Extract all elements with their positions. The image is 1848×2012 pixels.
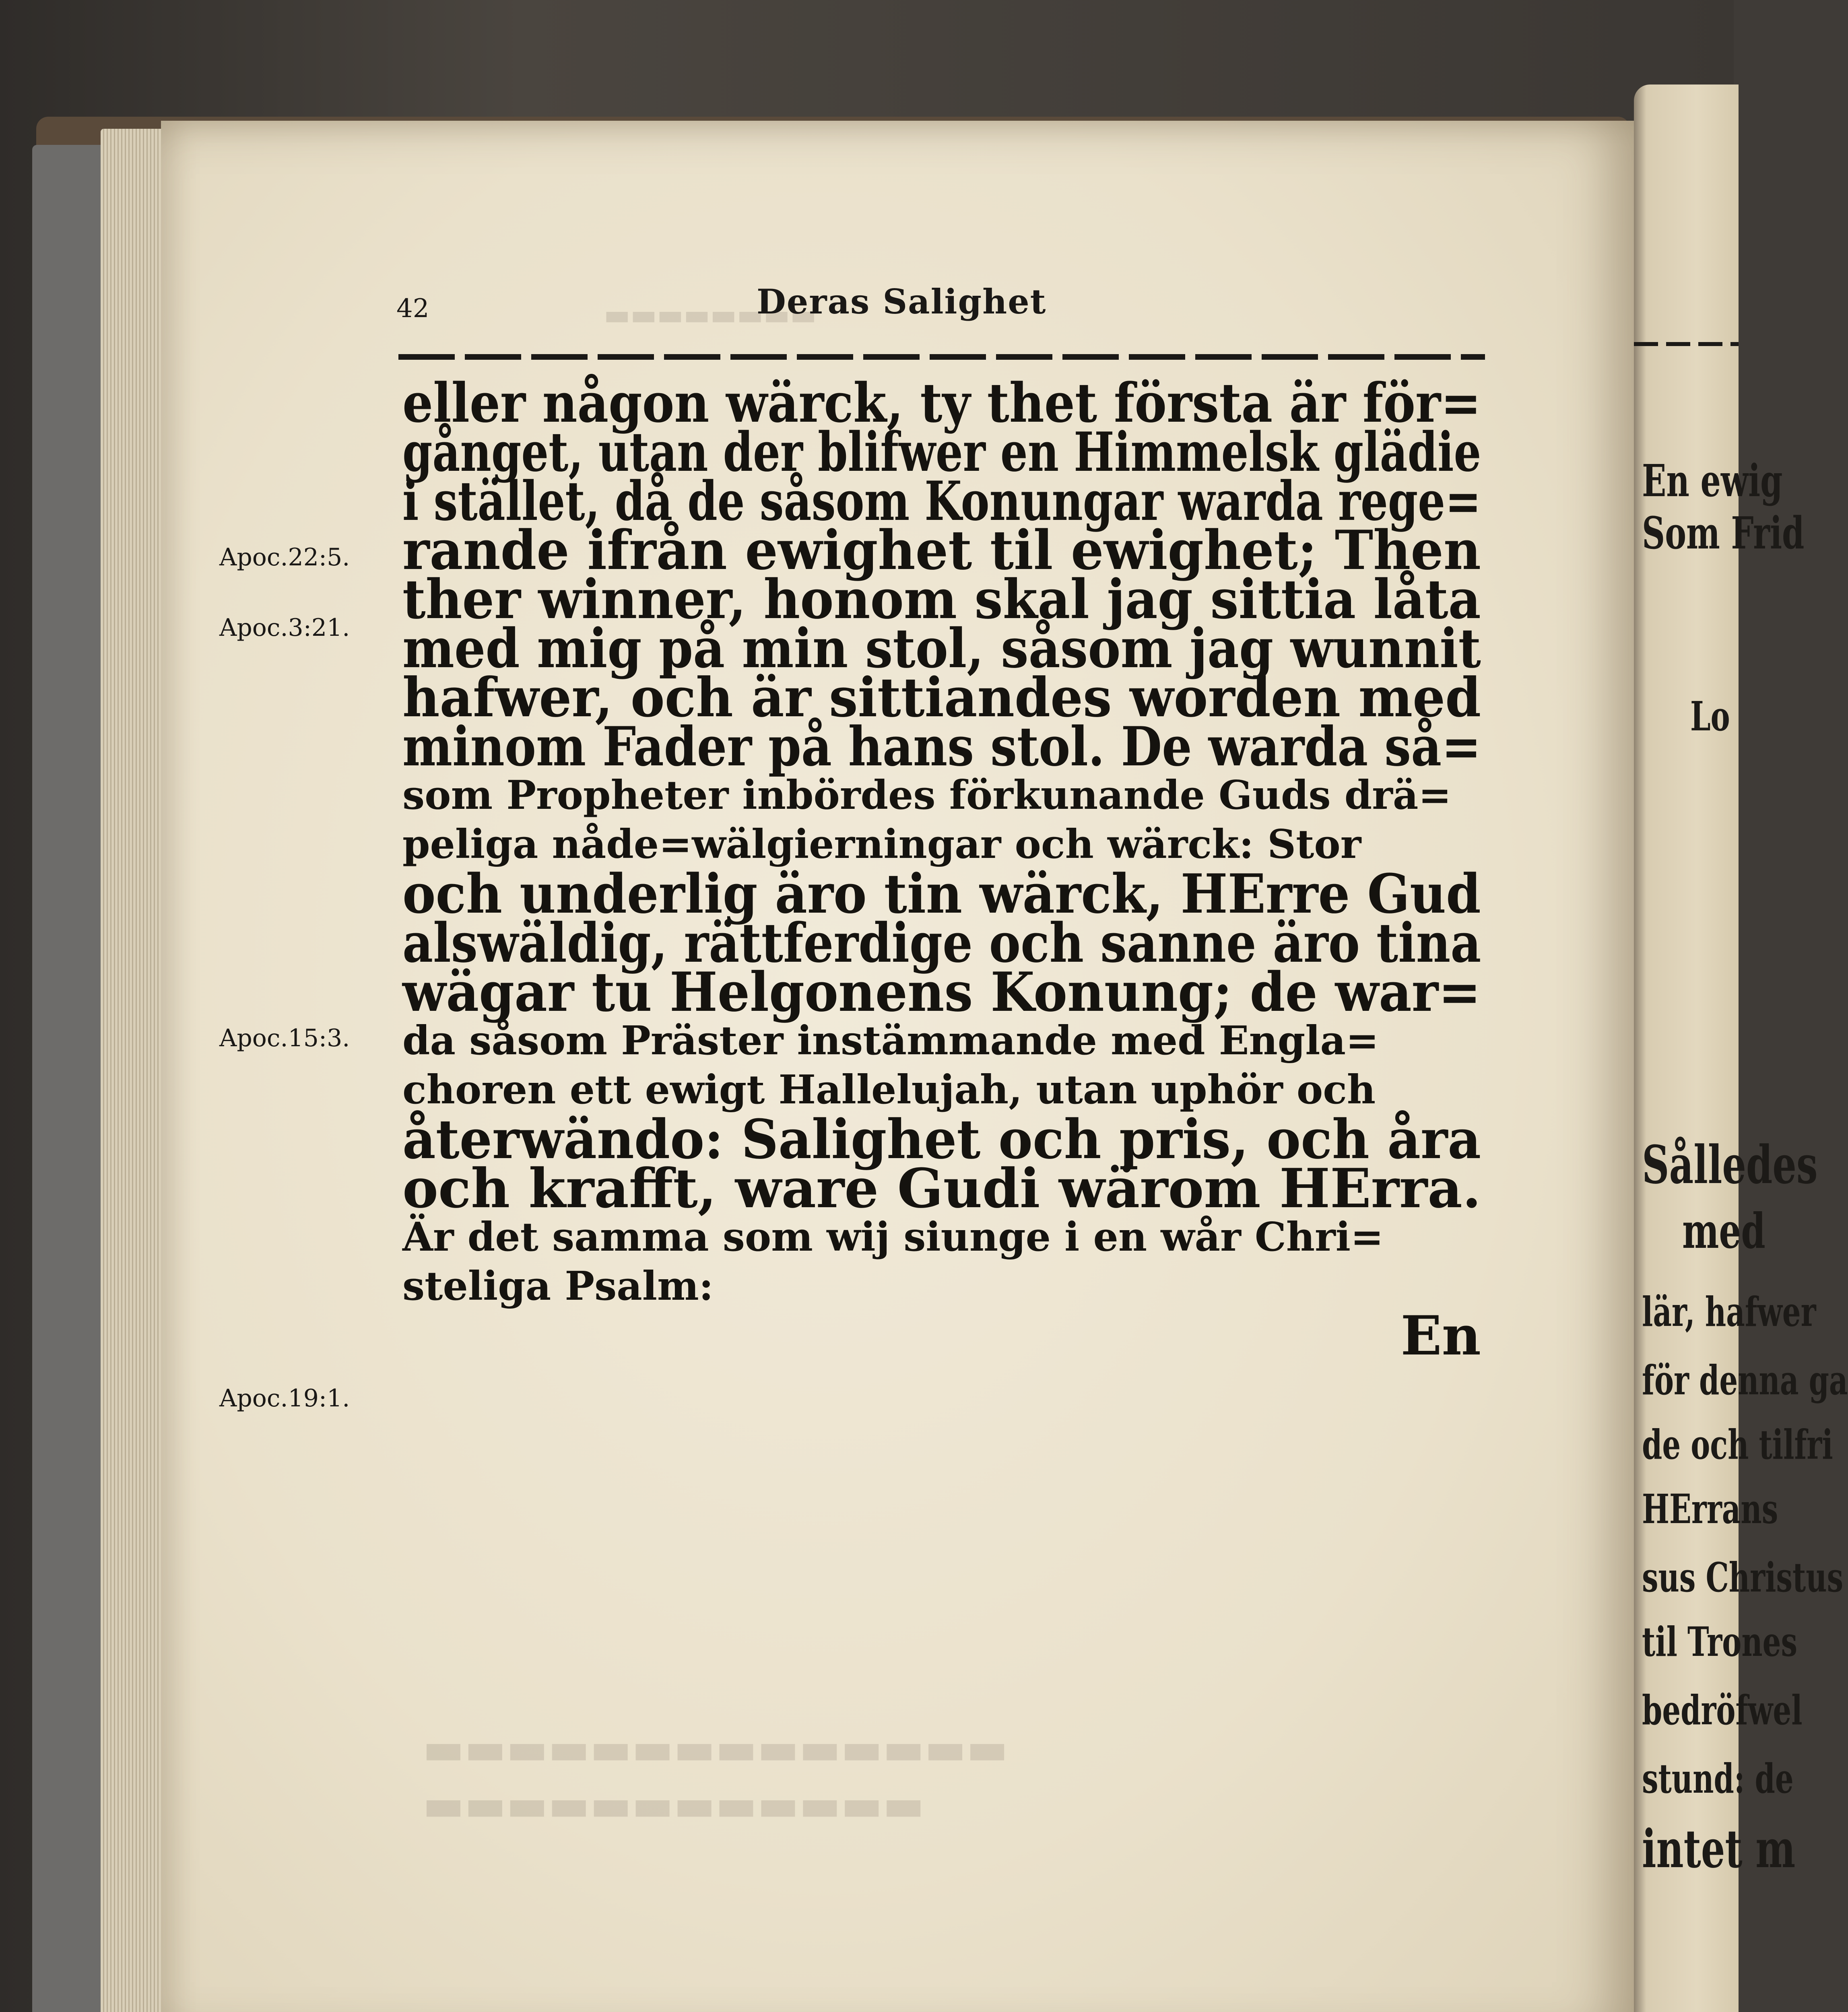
text-line: Är det samma som wij siunge i en wår Chri= [402, 1214, 1384, 1260]
text-line: hafwer, och är sittiandes worden med [402, 666, 1481, 729]
margin-note: Apoc.3:21. [219, 614, 350, 642]
facing-text-fragment: Sålledes [1642, 1134, 1818, 1196]
text-line: steliga Psalm: [402, 1263, 714, 1309]
show-through-text: ▬▬▬▬▬▬▬▬ [604, 298, 817, 331]
text-line: eller någon wärck, ty thet första är för= [402, 371, 1481, 435]
facing-text-fragment: HErrans [1642, 1485, 1778, 1533]
text-line: peliga nåde=wälgierningar och wärck: Stor [402, 821, 1361, 868]
facing-text-fragment: bedröfwel [1642, 1686, 1803, 1734]
page-number: 42 [396, 294, 429, 324]
facing-text-fragment: lär, hafwer [1642, 1288, 1816, 1336]
facing-head-rule [1634, 342, 1739, 346]
text-line: som Propheter inbördes förkunande Guds drä= [402, 772, 1452, 818]
text-line: gånget, utan der blifwer en Himmelsk glädie [402, 420, 1481, 484]
facing-text-fragment: med [1682, 1203, 1766, 1260]
facing-text-fragment: En ewig [1642, 455, 1783, 507]
catchword: En [1400, 1304, 1481, 1367]
text-line: alswäldig, rättferdige och sanne äro tina [402, 911, 1481, 975]
text-line: och krafft, ware Gudi wärom HErra. [402, 1156, 1481, 1220]
margin-note: Apoc.19:1. [219, 1384, 350, 1412]
text-line: återwändo: Salighet och pris, och åra [402, 1107, 1481, 1171]
facing-text-fragment: intet m [1642, 1818, 1796, 1880]
show-through-text: ▬▬▬▬▬▬▬▬▬▬▬▬▬▬ [423, 1722, 1009, 1774]
text-line: med mig på min stol, såsom jag wunnit [402, 616, 1481, 680]
text-line: wägar tu Helgonens Konung; de war= [402, 960, 1481, 1024]
facing-page [1634, 85, 1848, 2012]
facing-text-fragment: Som Frid [1642, 507, 1805, 559]
head-rule [398, 354, 1485, 360]
facing-text-fragment: de och tilfri [1642, 1421, 1833, 1468]
show-through-text: ▬▬▬▬▬▬▬▬▬▬▬▬ [423, 1779, 925, 1831]
text-line: och underlig äro tin wärck, HErre Gud [402, 862, 1481, 926]
facing-text-fragment: sus Christus [1642, 1554, 1844, 1601]
running-head: Deras Salighet [757, 282, 1047, 322]
text-line: i stället, då de såsom Konungar warda rege= [402, 469, 1481, 533]
text-line: rande ifrån ewighet til ewighet; Then [402, 518, 1481, 582]
facing-text-fragment: Lo [1690, 693, 1730, 740]
text-line: choren ett ewigt Hallelujah, utan uphör och [402, 1067, 1376, 1113]
body-text [402, 371, 1481, 1367]
margin-note: Apoc.22:5. [219, 543, 350, 571]
text-line: ther winner, honom skal jag sittia låta [402, 567, 1481, 631]
facing-text-fragment: til Trones [1642, 1618, 1798, 1666]
text-line: minom Fader på hans stol. De warda så= [402, 715, 1481, 778]
facing-text-fragment: för denna ga [1642, 1356, 1848, 1404]
facing-text-fragment: stund: de [1642, 1755, 1794, 1802]
text-line: da såsom Präster instämmande med Engla= [402, 1018, 1379, 1064]
margin-note: Apoc.15:3. [219, 1024, 350, 1052]
